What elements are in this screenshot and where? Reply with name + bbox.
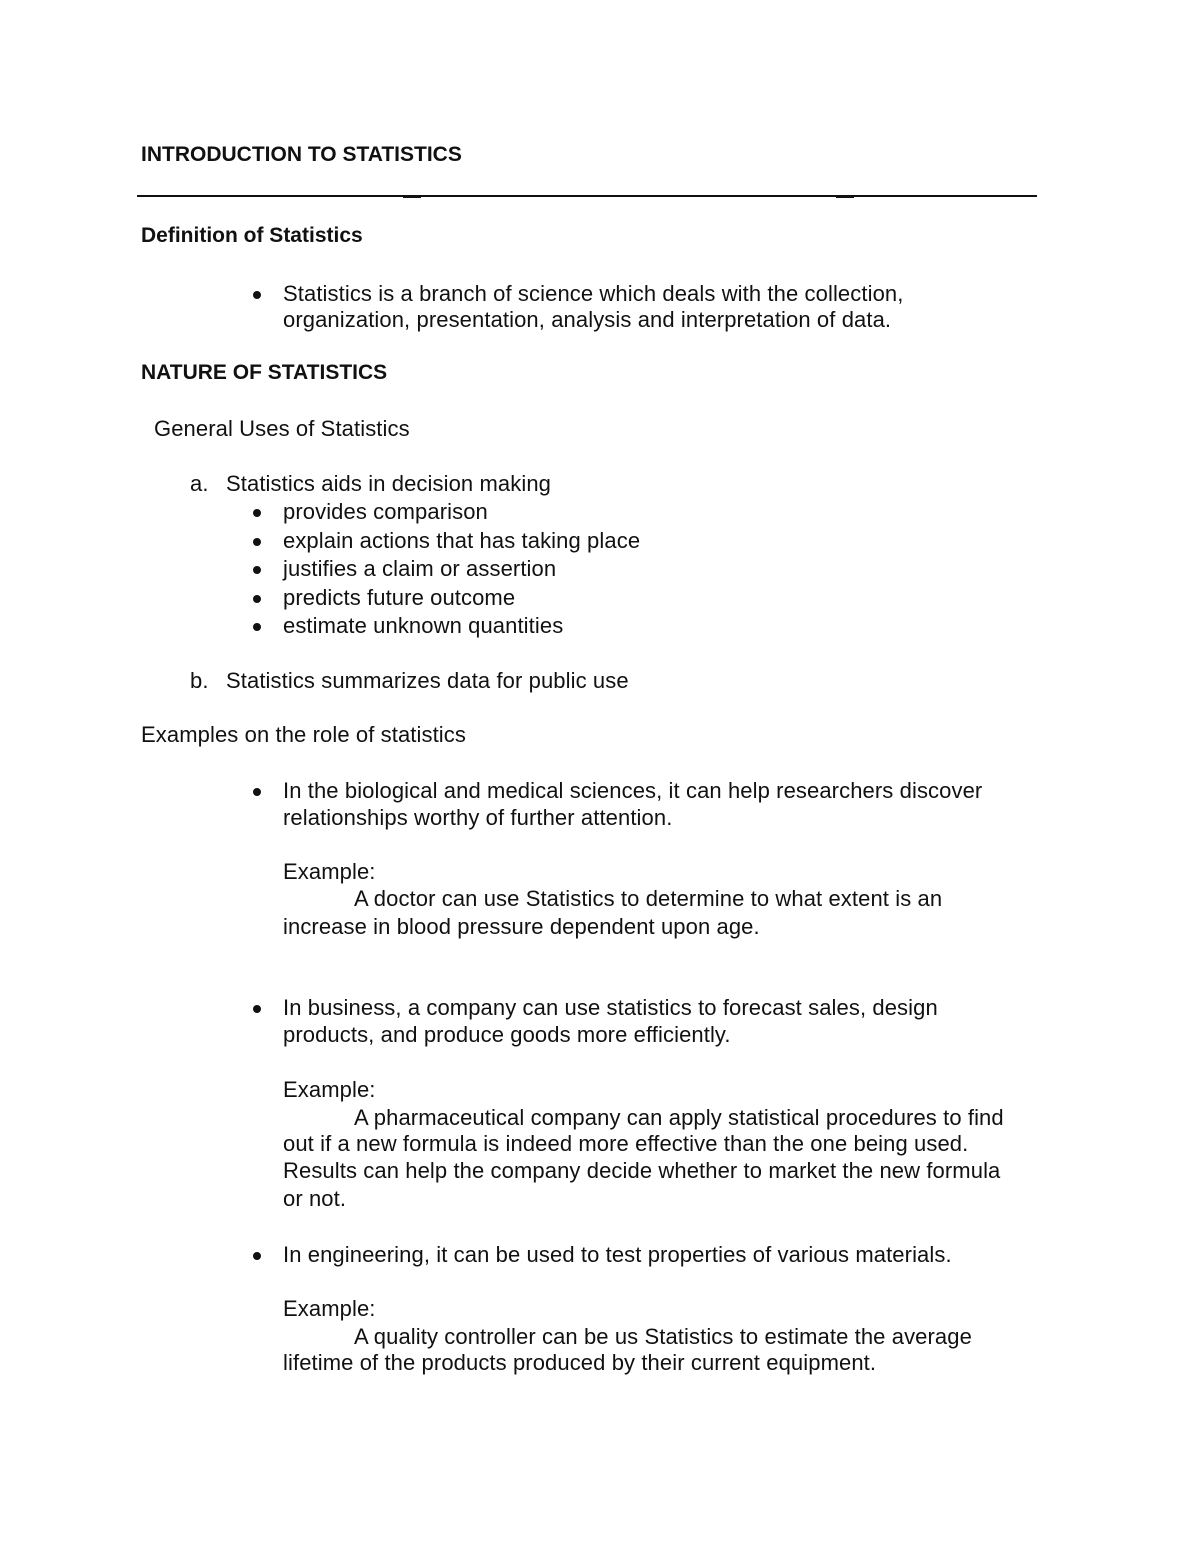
role-line: relationships worthy of further attention. [283, 805, 673, 830]
bullet-icon [253, 509, 261, 517]
definition-line: organization, presentation, analysis and interpretation of data. [283, 307, 892, 332]
bullet-icon [253, 538, 261, 546]
title-rule [137, 195, 1037, 197]
example-line: Results can help the company decide whether to market the new formula [283, 1158, 1001, 1183]
bullet-icon [253, 595, 261, 603]
role-line: products, and produce goods more efficiently. [283, 1022, 731, 1047]
role-line: In engineering, it can be used to test properties of various materials. [283, 1242, 952, 1267]
bullet-icon [253, 1252, 261, 1260]
list-marker-b: b. [190, 668, 209, 693]
use-a-point: estimate unknown quantities [283, 613, 564, 638]
use-a-point: provides comparison [283, 499, 488, 524]
document-title: INTRODUCTION TO STATISTICS [141, 143, 462, 166]
definition-line: Statistics is a branch of science which deals with the collection, [283, 281, 904, 306]
example-label: Example: [283, 859, 376, 884]
nature-heading: NATURE OF STATISTICS [141, 361, 388, 384]
role-line: In business, a company can use statistics to forecast sales, design [283, 995, 938, 1020]
role-line: In the biological and medical sciences, it can help researchers discover [283, 778, 983, 803]
definition-heading: Definition of Statistics [141, 224, 363, 247]
example-label: Example: [283, 1296, 376, 1321]
use-a-point: predicts future outcome [283, 585, 516, 610]
bullet-icon [253, 566, 261, 574]
example-line: lifetime of the products produced by their current equipment. [283, 1350, 877, 1375]
example-line: A pharmaceutical company can apply statistical procedures to find [354, 1105, 1004, 1130]
bullet-icon [253, 291, 261, 299]
example-line: A doctor can use Statistics to determine to what extent is an [354, 886, 943, 911]
use-b-text: Statistics summarizes data for public use [226, 668, 629, 693]
example-line: or not. [283, 1186, 347, 1211]
example-line: increase in blood pressure dependent upon age. [283, 914, 760, 939]
bullet-icon [253, 1005, 261, 1013]
general-uses-heading: General Uses of Statistics [154, 416, 410, 441]
bullet-icon [253, 788, 261, 796]
examples-heading: Examples on the role of statistics [141, 722, 466, 747]
use-a-text: Statistics aids in decision making [226, 471, 551, 496]
example-line: out if a new formula is indeed more effective than the one being used. [283, 1131, 969, 1156]
example-line: A quality controller can be us Statistics to estimate the average [354, 1324, 972, 1349]
rule-mark [403, 195, 421, 198]
use-a-point: explain actions that has taking place [283, 528, 641, 553]
list-marker-a: a. [190, 471, 209, 496]
use-a-point: justifies a claim or assertion [283, 556, 557, 581]
example-label: Example: [283, 1077, 376, 1102]
rule-mark [836, 195, 854, 198]
bullet-icon [253, 623, 261, 631]
